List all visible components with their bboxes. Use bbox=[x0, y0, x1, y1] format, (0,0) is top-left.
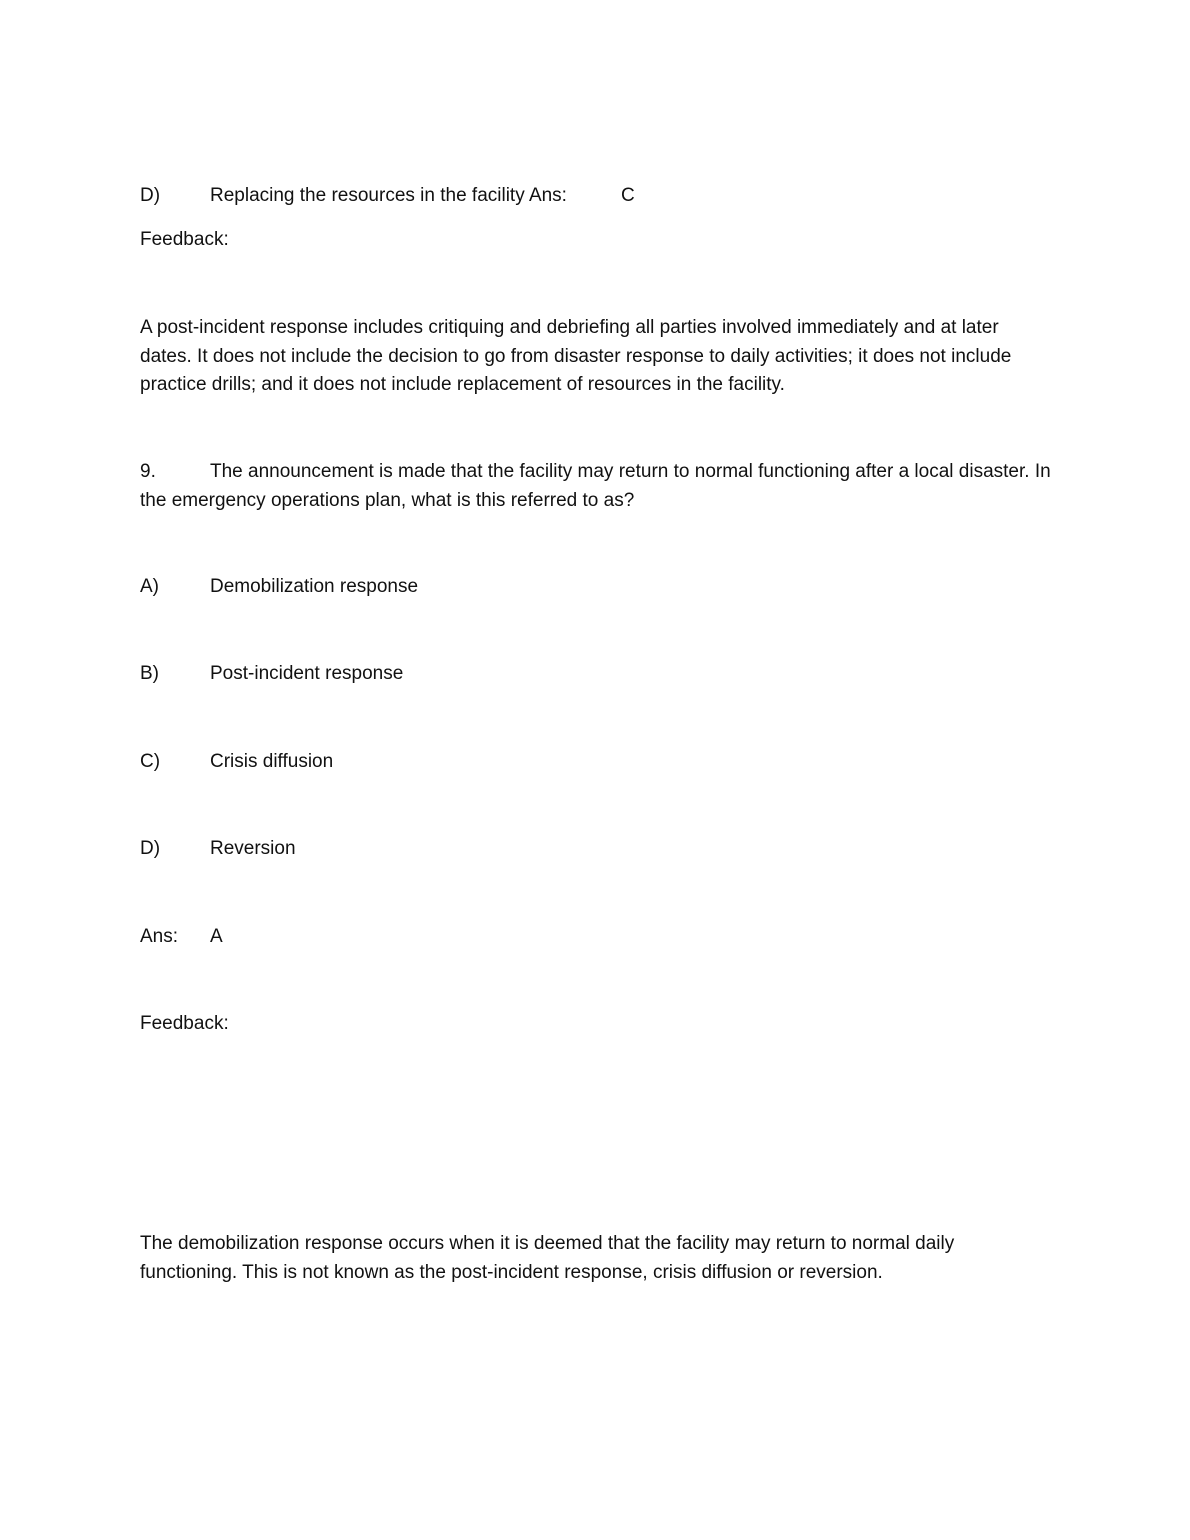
option-text: Reversion bbox=[210, 838, 296, 859]
option-c bbox=[140, 751, 333, 773]
prev-feedback-text: A post-incident response includes critiquing and debriefing all parties involved immediately and at later dates. It does not include the decision to go from disaster response to daily activities; it does not include practice drills; and it does not include replacement of resources in the facility. bbox=[140, 317, 1012, 395]
option-label: B) bbox=[140, 663, 159, 684]
question-9-stem bbox=[140, 458, 1055, 515]
prev-feedback-label: Feedback: bbox=[140, 229, 229, 250]
option-label: D) bbox=[140, 185, 161, 206]
answer-label: Ans: bbox=[140, 926, 179, 947]
option-label: D) bbox=[140, 838, 161, 859]
option-text: Demobilization response bbox=[210, 576, 419, 597]
feedback-label: Feedback: bbox=[140, 1013, 229, 1034]
option-label: C) bbox=[140, 751, 161, 772]
option-a bbox=[140, 576, 418, 598]
option-b bbox=[140, 663, 403, 685]
option-text: Replacing the resources in the facility Ans: bbox=[210, 185, 567, 206]
option-d bbox=[140, 838, 296, 860]
option-text: Post-incident response bbox=[210, 663, 404, 684]
prev-option-d bbox=[140, 185, 635, 207]
option-label: A) bbox=[140, 576, 159, 597]
answer-line bbox=[140, 926, 223, 948]
prev-answer-value: C bbox=[620, 185, 635, 206]
question-number: 9. bbox=[140, 461, 156, 482]
answer-value: A bbox=[210, 926, 223, 947]
feedback-text: The demobilization response occurs when it is deemed that the facility may return to normal daily functioning. This is not known as the post-incident response, crisis diffusion or reversion. bbox=[140, 1233, 955, 1283]
question-stem-text: The announcement is made that the facility may return to normal functioning after a local disaster. In the emergency operations plan, what is this referred to as? bbox=[140, 461, 1051, 511]
option-text: Crisis diffusion bbox=[210, 751, 334, 772]
